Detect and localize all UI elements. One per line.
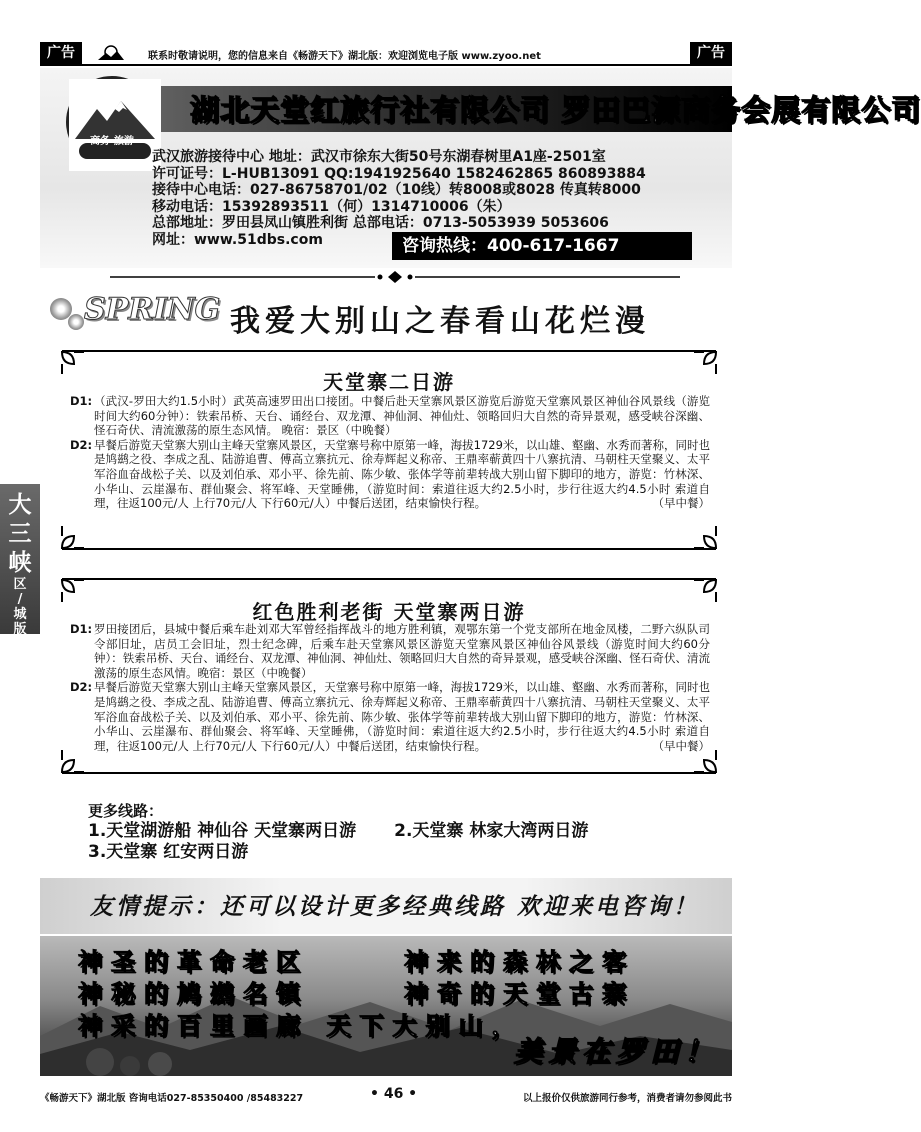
ad-label-right: 广告: [690, 42, 732, 64]
route-item: 1.天堂湖游船 神仙谷 天堂寨两日游: [88, 821, 357, 841]
spring-wordmark: SPRING: [84, 292, 221, 327]
friendly-tip: 友情提示：还可以设计更多经典线路 欢迎来电咨询！: [90, 893, 700, 920]
itinerary-day: [70, 394, 710, 438]
edition-side-tab: [0, 484, 40, 637]
poem-line: 神秘的鸠鹚名镇: [78, 979, 309, 1008]
corner-ornament-icon: [60, 524, 86, 550]
hotline-box: 咨询热线：400-617-1667: [392, 232, 692, 260]
tour-box-1: [62, 350, 716, 550]
company-logo: [66, 76, 158, 168]
poem-line: 神奇的天堂古寨: [404, 979, 635, 1008]
side-tab-sub: 区: [13, 577, 27, 592]
itinerary-day: [70, 622, 710, 680]
day-label: D1:: [70, 394, 93, 408]
footer-contact: 《畅游天下》湖北版 咨询电话027-85350400 /85483227: [40, 1093, 304, 1104]
day-text: 早餐后游览天堂寨大别山主峰天堂寨风景区，天堂寨号称中原第一峰，海拔1729米，以山雄、壑幽、水秀而著称，同时也是鸠鹚之役、李成之乱、陆游追曹、傅高立寨抗元、徐寿辉起义称帝、王鼎率蕲黄四十八寨抗清、马朝柱天堂聚义、太平军浴血奋战松子关、以及刘伯承、邓小平、徐先前、陈少敏、张体学等前辈转战大别山留下脚印的地方，游览：竹林深、小华山、云崖瀑布、群仙聚会、将军峰、天堂睡佛，（游览时间：索道往返大约2.5小时，步行往返大约4.5小时 索道自理，往返100元/人 上行70元/人 下行60元/人）中餐后送团，结束愉快行程。: [94, 437, 710, 511]
side-tab-char: 峡: [8, 549, 32, 576]
ad-label-left: 广告: [40, 42, 82, 64]
poem-line: 神来的森林之客: [404, 947, 635, 976]
itinerary-day: [70, 438, 710, 511]
flower-icon: [68, 314, 84, 330]
day-text: 早餐后游览天堂寨大别山主峰天堂寨风景区，天堂寨号称中原第一峰，海拔1729米，以山雄、壑幽、水秀而著称，同时也是鸠鹚之役、李成之乱、陆游追曹、傅高立寨抗元、徐寿辉起义称帝、王鼎率蕲黄四十八寨抗清、马朝柱天堂聚义、太平军浴血奋战松子关、以及刘伯承、邓小平、徐先前、陈少敏、张体学等前辈转战大别山留下脚印的地方，游览：竹林深、小华山、云崖瀑布、群仙聚会、将军峰、天堂睡佛，（游览时间：索道往返大约2.5小时，步行往返大约4.5小时 索道自理，往返100元/人 上行70元/人 下行60元/人）中餐后送团，结束愉快行程。: [94, 680, 710, 753]
page-headline: 我爱大别山之春看山花烂漫: [230, 304, 650, 339]
side-tab-sub: 城: [13, 607, 27, 622]
spring-banner: [40, 284, 732, 340]
publication-notice: 联系时敬请说明，您的信息来自《畅游天下》湖北版：欢迎浏览电子版 www.zyoo.net: [148, 51, 541, 62]
page-footer: [40, 1082, 732, 1106]
contact-line: 接待中心电话：027-86758701/02（10线）转8008或8028 传真转8000: [152, 182, 641, 199]
logo-caption: 商务·旅游: [90, 136, 134, 147]
meal-note: （早中餐）: [652, 496, 710, 511]
footer-disclaimer: 以上报价仅供旅游同行参考，消费者请勿参阅此书: [522, 1093, 732, 1104]
friendly-tip-banner: [40, 878, 732, 934]
route-line: [88, 821, 588, 842]
day-label: D1:: [70, 622, 93, 636]
meal-note: （早中餐）: [652, 738, 710, 753]
side-tab-sub: /: [17, 592, 23, 607]
itinerary-day: [70, 680, 710, 753]
itinerary: [70, 394, 710, 511]
website-line: 网址：www.51dbs.com: [152, 231, 323, 248]
scenic-photo: [40, 936, 732, 1076]
side-tab-char: 大: [8, 491, 32, 518]
side-tab-char: 三: [8, 520, 32, 547]
contact-line: 许可证号：L-HUB13091 QQ:1941925640 1582462865 860893884: [152, 165, 646, 182]
ornament-divider: [110, 271, 680, 283]
route-item: 3.天堂寨 红安两日游: [88, 842, 249, 862]
poem-line: 神采的百里画廊 天下大别山，: [78, 1011, 525, 1040]
tour-title: 红色胜利老街 天堂寨两日游: [252, 600, 526, 624]
side-tab-sub: 版: [13, 622, 27, 637]
day-text: 罗田接团后，县城中餐后乘车赴刘邓大军曾经指挥战斗的地方胜利镇，观鄂东第一个党支部所在地金凤楼，二野六纵队司令部旧址，店员工会旧址，烈士纪念碑，后乘车赴天堂寨风景区游览天堂寨风景区神仙谷风景线（游览时间大约60分钟）：铁索吊桥、天台、诵经台、双龙潭、神仙洞、神仙灶、领略回归大自然的奇异景观，感受峡谷深幽、怪石奇伏、清流激荡的原生态风情。晚宿：景区（中晚餐）: [94, 622, 710, 680]
publication-logo-icon: [94, 44, 128, 64]
day-label: D2:: [70, 437, 93, 452]
poem-line: 神圣的革命老区: [78, 947, 309, 976]
company-header: [40, 68, 921, 268]
tour-box-2: [62, 578, 716, 774]
route-line: [88, 842, 588, 863]
route-item: 2.天堂寨 林家大湾两日游: [394, 821, 589, 841]
top-ad-bar: [40, 42, 732, 66]
day-label: D2:: [70, 680, 93, 695]
slogan: 美景在罗田！: [513, 1035, 718, 1068]
mountain-logo-icon: [69, 79, 161, 171]
contact-line: 总部地址：罗田县凤山镇胜利街 总部电话：0713-5053939 5053606: [152, 215, 609, 232]
contact-line: 武汉旅游接待中心 地址：武汉市徐东大街50号东湖春树里A1座-2501室: [152, 149, 606, 165]
tour-title: 天堂寨二日游: [323, 370, 455, 394]
corner-ornament-icon: [692, 524, 718, 550]
contact-line: 移动电话：15392893511（何）1314710006（朱）: [152, 198, 511, 215]
itinerary: [70, 622, 710, 753]
day-text: （武汉-罗田大约1.5小时）武英高速罗田出口接团。中餐后赴天堂寨风景区游览后游览天堂寨风景区神仙谷风景线（游览时间大约60分钟）：铁索吊桥、天台、诵经台、双龙潭、神仙洞、神仙灶、领略回归大自然的奇异景观，感受峡谷深幽、怪石奇伏、清流激荡的原生态风情。 晚宿：景区（中晚餐）: [94, 394, 710, 438]
company-name: 湖北天堂红旅行社有限公司 罗田巴源商务会展有限公司: [190, 93, 921, 127]
more-routes: [88, 800, 588, 863]
more-routes-title: 更多线路：: [88, 802, 164, 820]
page-number: • 46 •: [370, 1086, 418, 1102]
